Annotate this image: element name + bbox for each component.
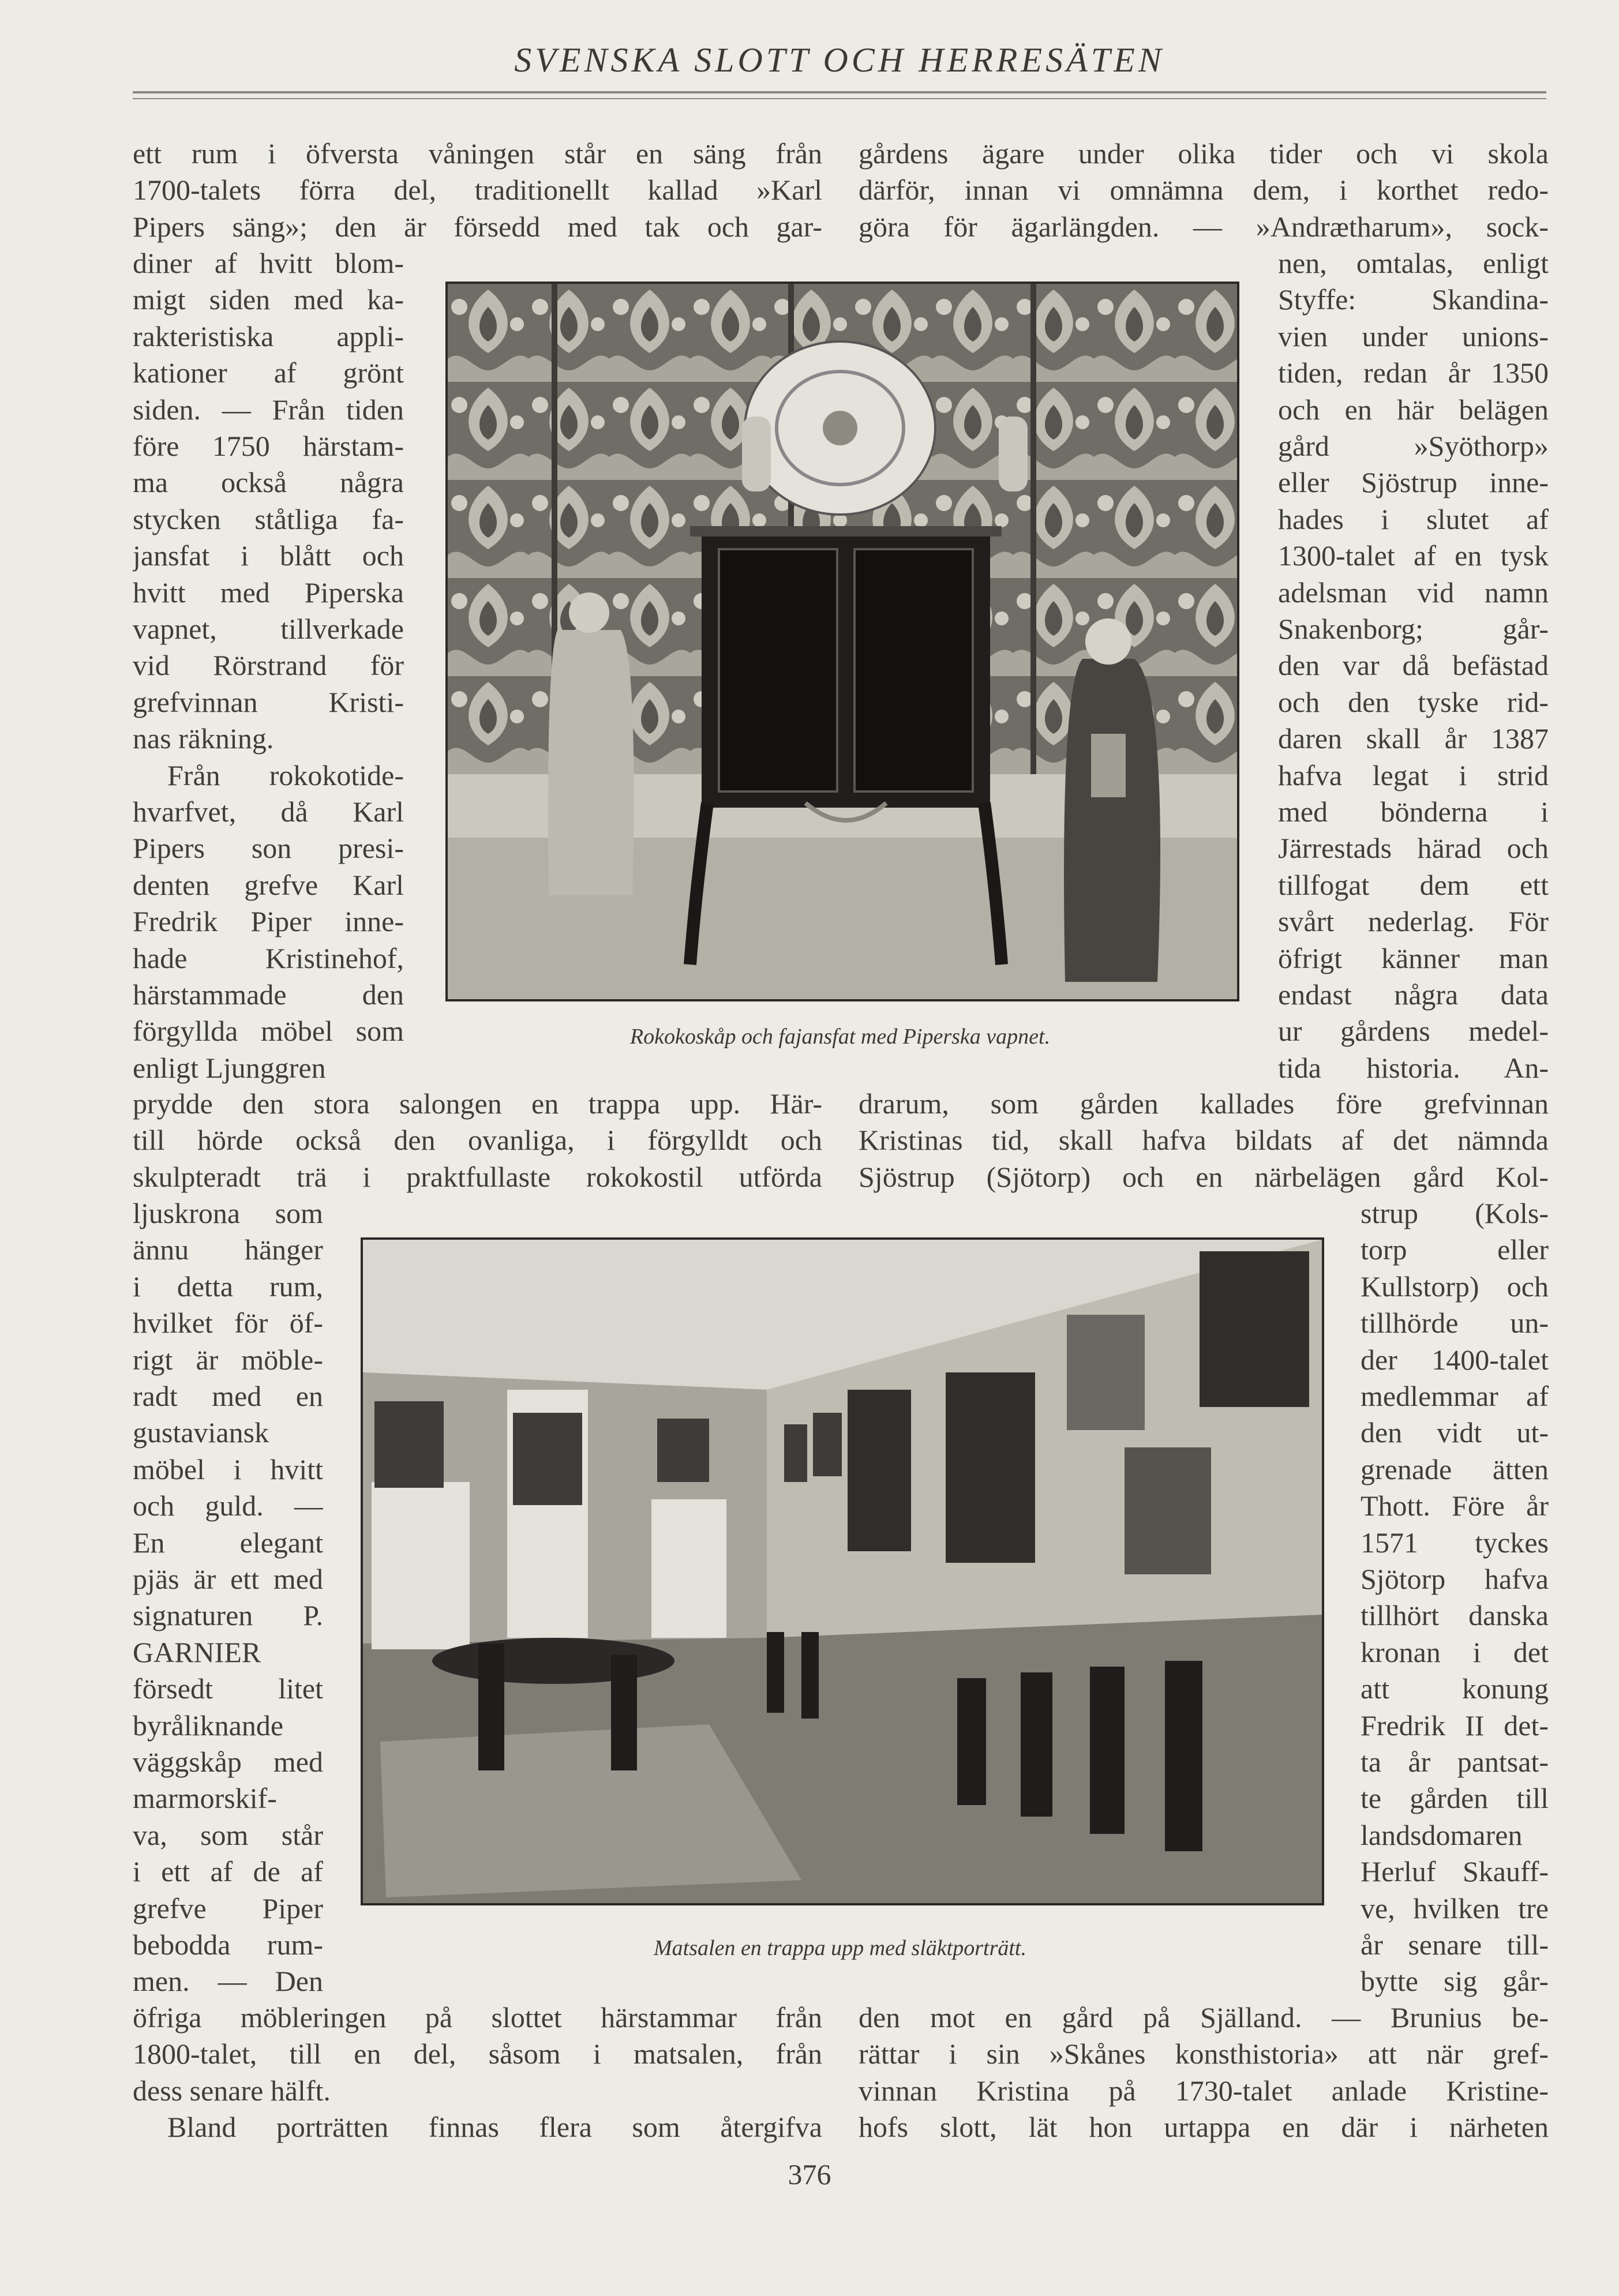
text-line: vien under unions- xyxy=(1278,320,1549,352)
text-line: der 1400-talet xyxy=(1361,1343,1549,1376)
text-line: byråliknande xyxy=(133,1709,284,1742)
caption-bottom: Matsalen en trappa upp med släktporträtt. xyxy=(654,1936,1026,1960)
text-line: före 1750 härstam- xyxy=(133,430,404,462)
text-line: göra för ägarlängden. — »Andrætharum», sock- xyxy=(859,210,1549,243)
text-line: jansfat i blått och xyxy=(133,539,404,572)
text-line: bytte sig går- xyxy=(1361,1965,1549,1998)
text-line: torp eller xyxy=(1361,1233,1549,1266)
text-line: denten grefve Karl xyxy=(133,868,404,901)
text-line: i ett af de af xyxy=(133,1855,323,1888)
text-line: bebodda rum- xyxy=(133,1929,323,1961)
text-line: ma också några xyxy=(133,466,404,499)
header-rule-top xyxy=(133,91,1546,93)
text-line: svårt nederlag. För xyxy=(1278,905,1549,938)
text-line: öfriga möbleringen på slottet härstammar från xyxy=(133,2001,822,2034)
text-line: den mot en gård på Själland. — Brunius be- xyxy=(859,2001,1549,2034)
text-line: diner af hvitt blom- xyxy=(133,247,404,279)
text-line: vid Rörstrand för xyxy=(133,649,404,682)
text-line: Fredrik II det- xyxy=(1361,1709,1549,1742)
text-line: därför, innan vi omnämna dem, i korthet redo- xyxy=(859,174,1549,207)
photo-dining-hall xyxy=(361,1237,1324,1905)
text-line: möbel i hvitt xyxy=(133,1453,323,1485)
text-line: stycken ståtliga fa- xyxy=(133,502,404,535)
text-line: Från rokokotide- xyxy=(167,759,404,791)
text-line: radt med en xyxy=(133,1380,323,1412)
text-line: 1800-talet, till en del, såsom i matsalen, från xyxy=(133,2038,822,2070)
text-line: 1571 tyckes xyxy=(1361,1526,1549,1559)
text-line: hvarfvet, då Karl xyxy=(133,796,404,828)
text-line: Bland porträtten finnas flera som återgifva xyxy=(167,2111,822,2144)
text-line: skulpteradt trä i praktfullaste rokokostil utförda xyxy=(133,1160,822,1193)
text-line: år senare till- xyxy=(1361,1929,1549,1961)
text-line: migt siden med ka- xyxy=(133,283,404,316)
text-line: Styffe: Skandina- xyxy=(1278,283,1549,316)
text-line: te gården till xyxy=(1361,1782,1549,1815)
text-line: tida historia. An- xyxy=(1278,1051,1549,1084)
text-line: grefvinnan Kristi- xyxy=(133,685,404,718)
photo-rococo-cabinet xyxy=(445,282,1239,1001)
text-line: drarum, som gården kallades före grefvinnan xyxy=(859,1087,1549,1120)
text-line: nen, omtalas, enligt xyxy=(1278,247,1549,279)
running-header: SVENSKA SLOTT OCH HERRESÄTEN xyxy=(514,41,1165,79)
text-line: hvitt med Piperska xyxy=(133,576,404,609)
text-line: kationer af grönt xyxy=(133,357,404,389)
text-line: daren skall år 1387 xyxy=(1278,722,1549,755)
text-line: ur gårdens medel- xyxy=(1278,1015,1549,1048)
text-line: gårdens ägare under olika tider och vi skola xyxy=(859,137,1549,170)
text-line: Sjöstrup (Sjötorp) och en närbelägen gård Kol- xyxy=(859,1160,1549,1193)
text-line: förgyllda möbel som xyxy=(133,1015,404,1048)
text-line: tillhörde un- xyxy=(1361,1307,1549,1340)
text-line: 1300-talet af en tysk xyxy=(1278,539,1549,572)
text-line: va, som står xyxy=(133,1818,323,1851)
text-line: kronan i det xyxy=(1361,1635,1549,1668)
text-line: grefve Piper xyxy=(133,1892,323,1924)
text-line: GARNIER xyxy=(133,1635,261,1668)
text-line: väggskåp med xyxy=(133,1746,323,1778)
text-line: Herluf Skauff- xyxy=(1361,1855,1549,1888)
text-line: siden. — Från tiden xyxy=(133,393,404,426)
text-line: marmorskif- xyxy=(133,1782,277,1815)
text-line: med bönderna i xyxy=(1278,796,1549,828)
text-line: tillfogat dem ett xyxy=(1278,868,1549,901)
text-line: vinnan Kristina på 1730-talet anlade Kristine- xyxy=(859,2074,1549,2107)
text-line: tiden, redan år 1350 xyxy=(1278,357,1549,389)
text-line: Kullstorp) och xyxy=(1361,1270,1549,1303)
text-line: till hörde också den ovanliga, i förgylldt och xyxy=(133,1124,822,1157)
text-line: ett rum i öfversta våningen står en säng från xyxy=(133,137,822,170)
text-line: medlemmar af xyxy=(1361,1380,1549,1412)
text-line: hades i slutet af xyxy=(1278,502,1549,535)
text-line: enligt Ljunggren xyxy=(133,1051,326,1084)
text-line: och en här belägen xyxy=(1278,393,1549,426)
text-line: signaturen P. xyxy=(133,1599,323,1632)
text-line: adelsman vid namn xyxy=(1278,576,1549,609)
text-line: Pipers son presi- xyxy=(133,832,404,865)
text-line: endast några data xyxy=(1278,978,1549,1011)
text-line: prydde den stora salongen en trappa upp. Här- xyxy=(133,1087,822,1120)
text-line: hafva legat i strid xyxy=(1278,759,1549,791)
text-line: tillhört danska xyxy=(1361,1599,1549,1632)
text-line: gustaviansk xyxy=(133,1416,269,1449)
text-line: rigt är möble- xyxy=(133,1343,323,1376)
text-line: hvilket för öf- xyxy=(133,1307,323,1340)
text-line: Kristinas tid, skall hafva bildats af det nämnda xyxy=(859,1124,1549,1157)
text-line: eller Sjöstrup inne- xyxy=(1278,466,1549,499)
text-line: landsdomaren xyxy=(1361,1818,1523,1851)
text-line: ta år pantsat- xyxy=(1361,1746,1549,1778)
text-line: 1700-talets förra del, traditionellt kallad »Karl xyxy=(133,174,822,207)
text-line: gård »Syöthorp» xyxy=(1278,430,1549,462)
caption-top: Rokokoskåp och fajansfat med Piperska vapnet. xyxy=(629,1025,1051,1049)
text-line: Snakenborg; går- xyxy=(1278,613,1549,645)
text-line: Fredrik Piper inne- xyxy=(133,905,404,938)
text-line: strup (Kols- xyxy=(1361,1197,1549,1229)
text-line: hade Kristinehof, xyxy=(133,941,404,974)
text-line: vapnet, tillverkade xyxy=(133,613,404,645)
text-line: ve, hvilken tre xyxy=(1361,1892,1549,1924)
text-line: men. — Den xyxy=(133,1965,323,1998)
text-line: den var då befästad xyxy=(1278,649,1549,682)
text-line: grenade ätten xyxy=(1361,1453,1549,1485)
text-line: rakteristiska appli- xyxy=(133,320,404,352)
text-line: hofs slott, lät hon urtappa en där i närheten xyxy=(859,2111,1549,2144)
text-line: härstammade den xyxy=(133,978,404,1011)
text-line: nas räkning. xyxy=(133,722,274,755)
text-line: ännu hänger xyxy=(133,1233,323,1266)
page-number: 376 xyxy=(788,2158,831,2190)
text-line: Thott. Före år xyxy=(1361,1490,1549,1522)
text-line: dess senare hälft. xyxy=(133,2074,331,2107)
text-line: ljuskrona som xyxy=(133,1197,323,1229)
text-line: Sjötorp hafva xyxy=(1361,1563,1549,1595)
text-line: rättar i sin »Skånes konsthistoria» att när gref- xyxy=(859,2038,1549,2070)
text-line: den vidt ut- xyxy=(1361,1416,1549,1449)
text-line: och guld. — xyxy=(133,1490,323,1522)
text-line: öfrigt känner man xyxy=(1278,941,1549,974)
text-line: och den tyske rid- xyxy=(1278,685,1549,718)
text-line: att konung xyxy=(1361,1672,1549,1705)
header-rule-bottom xyxy=(133,98,1546,99)
text-line: försedt litet xyxy=(133,1672,323,1705)
text-line: pjäs är ett med xyxy=(133,1563,323,1595)
text-line: En elegant xyxy=(133,1526,323,1559)
text-line: Pipers säng»; den är försedd med tak och gar- xyxy=(133,210,822,243)
text-line: Järrestads härad och xyxy=(1278,832,1549,865)
text-line: i detta rum, xyxy=(133,1270,323,1303)
